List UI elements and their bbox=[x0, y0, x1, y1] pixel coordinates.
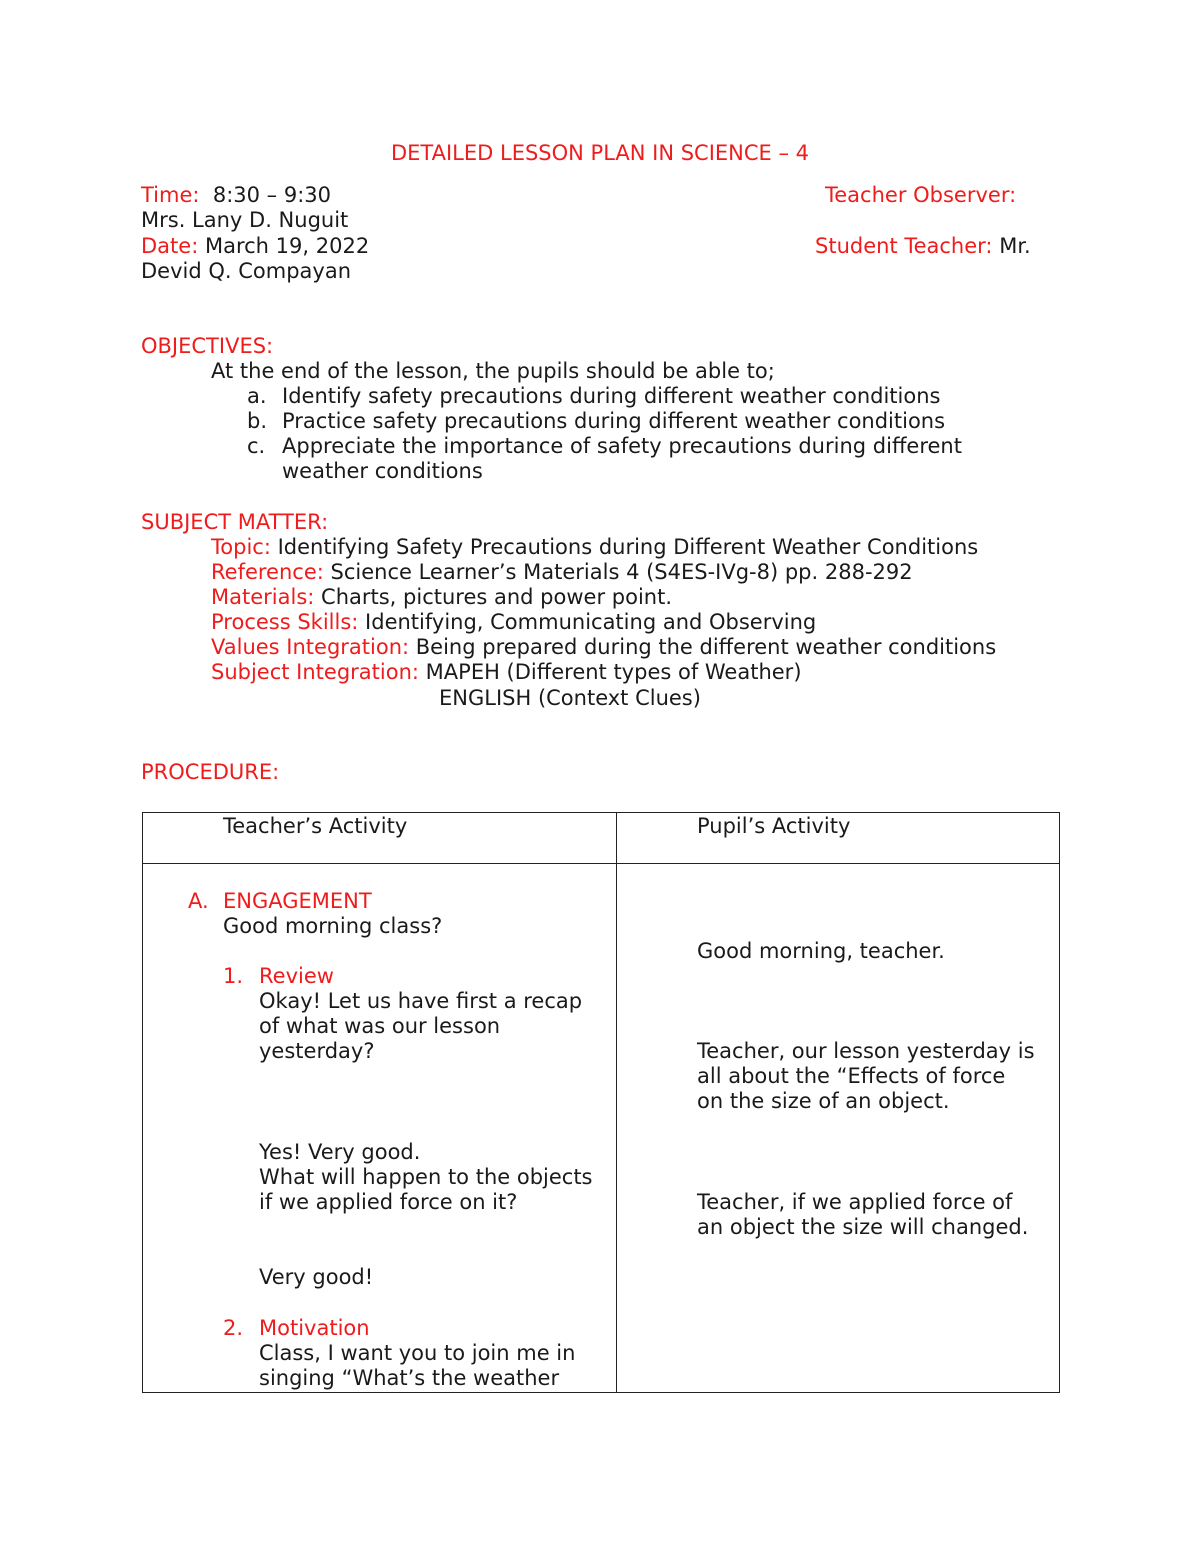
page-title: DETAILED LESSON PLAN IN SCIENCE – 4 bbox=[390, 141, 810, 165]
teacher-observer-name: Mrs. Lany D. Nuguit bbox=[141, 208, 349, 232]
subject-integration-line bbox=[211, 660, 802, 685]
subject-integration-value: MAPEH (Different types of Weather) bbox=[425, 660, 802, 684]
date-label: Date: bbox=[141, 234, 199, 258]
objective-text: weather conditions bbox=[282, 459, 483, 483]
praise-text: if we applied force on it? bbox=[259, 1190, 518, 1214]
process-skills-label: Process Skills: bbox=[211, 610, 359, 634]
objective-text: Identify safety precautions during different weather conditions bbox=[282, 384, 941, 408]
pupil-answer-text: on the size of an object. bbox=[697, 1089, 950, 1113]
reference-line bbox=[211, 560, 913, 585]
subject-integration-value-2: ENGLISH (Context Clues) bbox=[439, 686, 701, 710]
review-text: of what was our lesson bbox=[259, 1014, 501, 1038]
process-skills-line bbox=[211, 610, 816, 635]
review-text: yesterday? bbox=[259, 1039, 375, 1063]
date-value: March 19, 2022 bbox=[204, 234, 370, 258]
student-teacher-title: Mr. bbox=[999, 234, 1031, 258]
motivation-marker: 2. bbox=[223, 1316, 244, 1340]
pupil-answer-text: an object the size will changed. bbox=[697, 1215, 1029, 1239]
objective-marker: b. bbox=[247, 409, 268, 433]
materials-label: Materials: bbox=[211, 585, 315, 609]
values-integration-label: Values Integration: bbox=[211, 635, 410, 659]
student-teacher-label: Student Teacher: bbox=[815, 234, 993, 258]
teacher-observer-label: Teacher Observer: bbox=[825, 183, 1017, 207]
table-header-row bbox=[143, 813, 1060, 864]
pupil-answer-text: Teacher, our lesson yesterday is bbox=[697, 1039, 1035, 1063]
values-integration-line bbox=[211, 635, 996, 660]
praise-text: What will happen to the objects bbox=[259, 1165, 593, 1189]
materials-value: Charts, pictures and power point. bbox=[321, 585, 672, 609]
review-label: Review bbox=[259, 964, 334, 988]
motivation-label: Motivation bbox=[259, 1316, 370, 1340]
student-teacher-line bbox=[815, 234, 1031, 259]
very-good-text: Very good! bbox=[259, 1265, 374, 1289]
topic-label: Topic: bbox=[211, 535, 271, 559]
review-marker: 1. bbox=[223, 964, 244, 988]
date-line bbox=[141, 234, 369, 259]
review-text: Okay! Let us have first a recap bbox=[259, 989, 583, 1013]
table-row bbox=[143, 864, 1060, 1393]
objective-text: Appreciate the importance of safety precautions during different bbox=[282, 434, 962, 458]
time-label: Time: bbox=[141, 183, 200, 207]
values-integration-value: Being prepared during the different weather conditions bbox=[415, 635, 997, 659]
student-teacher-name: Devid Q. Compayan bbox=[141, 259, 352, 283]
engagement-label: ENGAGEMENT bbox=[223, 889, 372, 913]
teacher-activity-header: Teacher’s Activity bbox=[223, 814, 408, 838]
procedure-heading: PROCEDURE: bbox=[141, 760, 280, 784]
topic-line bbox=[211, 535, 978, 560]
praise-text: Yes! Very good. bbox=[259, 1140, 421, 1164]
teacher-greeting: Good morning class? bbox=[223, 914, 443, 938]
teacher-activity-cell bbox=[143, 864, 617, 1393]
objective-marker: a. bbox=[247, 384, 267, 408]
time-value: 8:30 – 9:30 bbox=[212, 183, 331, 207]
materials-line bbox=[211, 585, 672, 610]
process-skills-value: Identifying, Communicating and Observing bbox=[365, 610, 817, 634]
pupil-answer-text: all about the “Effects of force bbox=[697, 1064, 1006, 1088]
procedure-table bbox=[142, 812, 1060, 1393]
objective-text: Practice safety precautions during different weather conditions bbox=[282, 409, 946, 433]
reference-label: Reference: bbox=[211, 560, 324, 584]
engagement-marker: A. bbox=[188, 889, 209, 913]
objective-marker: c. bbox=[247, 434, 266, 458]
subject-integration-label: Subject Integration: bbox=[211, 660, 419, 684]
pupil-answer-text: Teacher, if we applied force of bbox=[697, 1190, 1013, 1214]
pupil-activity-cell bbox=[617, 864, 1060, 1393]
pupil-greeting: Good morning, teacher. bbox=[697, 939, 945, 963]
motivation-text: Class, I want you to join me in bbox=[259, 1341, 576, 1365]
teacher-activity-header-cell bbox=[143, 813, 617, 864]
topic-value: Identifying Safety Precautions during Different Weather Conditions bbox=[277, 535, 979, 559]
time-line bbox=[141, 183, 331, 208]
motivation-text: singing “What’s the weather bbox=[259, 1366, 560, 1390]
reference-value: Science Learner’s Materials 4 (S4ES-IVg-8) pp. 288-292 bbox=[330, 560, 913, 584]
pupil-activity-header: Pupil’s Activity bbox=[697, 814, 851, 838]
objectives-intro: At the end of the lesson, the pupils should be able to; bbox=[211, 359, 775, 383]
pupil-activity-header-cell bbox=[617, 813, 1060, 864]
objectives-heading: OBJECTIVES: bbox=[141, 334, 274, 358]
subject-matter-heading: SUBJECT MATTER: bbox=[141, 510, 329, 534]
